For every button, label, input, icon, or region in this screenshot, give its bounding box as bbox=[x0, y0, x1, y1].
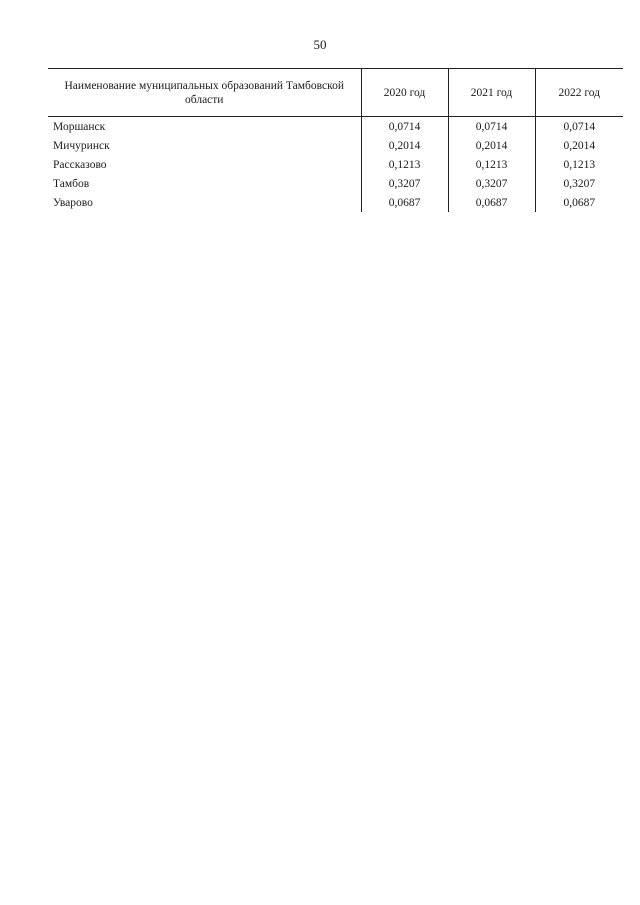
value-2021: 0,1213 bbox=[448, 155, 535, 174]
value-2021: 0,0714 bbox=[448, 117, 535, 137]
municipality-name: Моршанск bbox=[53, 120, 106, 133]
column-header-municipality: Наименование муниципальных образований Тамбовской области bbox=[48, 69, 361, 117]
municipality-name: Мичуринск bbox=[53, 139, 110, 152]
value-2021: 0,3207 bbox=[448, 174, 535, 193]
value-2021: 0,0687 bbox=[448, 193, 535, 212]
value-2022: 0,3207 bbox=[535, 174, 623, 193]
table-row bbox=[48, 193, 623, 212]
table-row bbox=[48, 174, 623, 193]
value-2020: 0,3207 bbox=[361, 174, 448, 193]
value-2022: 0,0687 bbox=[535, 193, 623, 212]
value-2020: 0,0714 bbox=[361, 117, 448, 137]
value-2020: 0,2014 bbox=[361, 136, 448, 155]
table-header-row bbox=[48, 69, 623, 117]
municipality-name: Уварово bbox=[53, 196, 93, 209]
column-header-2022: 2022 год bbox=[535, 69, 623, 117]
table-row bbox=[48, 136, 623, 155]
column-header-2020: 2020 год bbox=[361, 69, 448, 117]
table-row bbox=[48, 155, 623, 174]
value-2020: 0,0687 bbox=[361, 193, 448, 212]
table-row bbox=[48, 117, 623, 137]
page-number: 50 bbox=[313, 37, 327, 52]
value-2022: 0,1213 bbox=[535, 155, 623, 174]
municipality-name: Рассказово bbox=[53, 158, 107, 171]
municipality-name: Тамбов bbox=[53, 177, 90, 190]
value-2020: 0,1213 bbox=[361, 155, 448, 174]
value-2022: 0,2014 bbox=[535, 136, 623, 155]
value-2021: 0,2014 bbox=[448, 136, 535, 155]
coefficients-table bbox=[48, 68, 623, 212]
column-header-2021: 2021 год bbox=[448, 69, 535, 117]
value-2022: 0,0714 bbox=[535, 117, 623, 137]
